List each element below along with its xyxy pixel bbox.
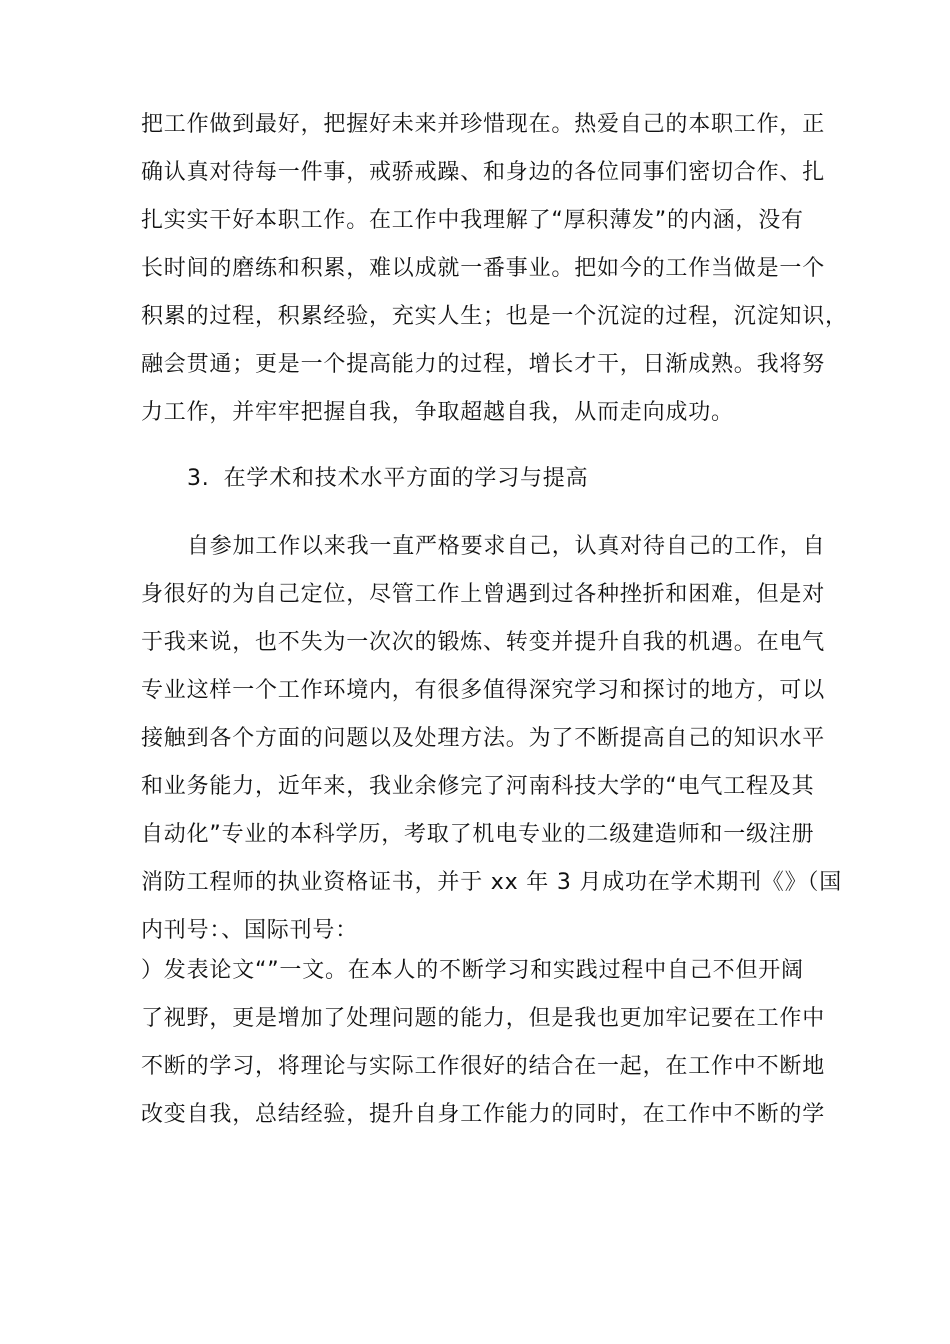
- section-heading: [187, 464, 588, 494]
- paragraph-line: 专业这样一个工作环境内，有很多值得深究学习和探讨的地方，可以: [141, 678, 826, 703]
- paragraph-line: 于我来说，也不失为一次次的锻炼、转变并提升自我的机遇。在电气: [141, 630, 826, 655]
- paragraph-line: 自参加工作以来我一直严格要求自己，认真对待自己的工作，自: [187, 534, 826, 559]
- paragraph-line: 不断的学习，将理论与实际工作很好的结合在一起，在工作中不断地: [141, 1054, 826, 1079]
- paragraph-line: 把工作做到最好，把握好未来并珍惜现在。热爱自己的本职工作，正: [141, 112, 826, 137]
- paragraph-line: 内刊号：、国际刊号：: [141, 918, 359, 943]
- section-title: 在学术和技术水平方面的学习与提高: [223, 466, 589, 491]
- paragraph-line: 接触到各个方面的问题以及处理方法。为了不断提高自己的知识水平: [141, 726, 826, 751]
- paragraph-line: 确认真对待每一件事，戒骄戒躁、和身边的各位同事们密切合作、扎: [141, 160, 826, 185]
- paragraph-line: 消防工程师的执业资格证书，并于 xx 年 3 月成功在学术期刊《》（国: [141, 870, 843, 895]
- paragraph-line: 融会贯通；更是一个提高能力的过程，增长才干，日渐成熟。我将努: [141, 352, 826, 377]
- paragraph-line: 自动化”专业的本科学历，考取了机电专业的二级建造师和一级注册: [141, 822, 815, 847]
- paragraph-line: 长时间的磨练和积累，难以成就一番事业。把如今的工作当做是一个: [141, 256, 826, 281]
- paragraph-line: 力工作，并牢牢把握自我，争取超越自我，从而走向成功。: [141, 400, 734, 425]
- paragraph-line: 了视野，更是增加了处理问题的能力，但是我也更加牢记要在工作中: [141, 1006, 826, 1031]
- paragraph-line: ）发表论文“”一文。在本人的不断学习和实践过程中自己不但开阔: [141, 958, 804, 983]
- paragraph-line: 积累的过程，积累经验，充实人生；也是一个沉淀的过程，沉淀知识，: [141, 304, 848, 329]
- paragraph-line: 改变自我，总结经验，提升自身工作能力的同时，在工作中不断的学: [141, 1102, 826, 1127]
- paragraph-line: 和业务能力，近年来，我业余修完了河南科技大学的“电气工程及其: [141, 774, 815, 799]
- paragraph-line: 扎实实干好本职工作。在工作中我理解了“厚积薄发”的内涵，没有: [141, 208, 804, 233]
- section-number: 3.: [187, 466, 210, 491]
- paragraph-line: 身很好的为自己定位，尽管工作上曾遇到过各种挫折和困难，但是对: [141, 582, 826, 607]
